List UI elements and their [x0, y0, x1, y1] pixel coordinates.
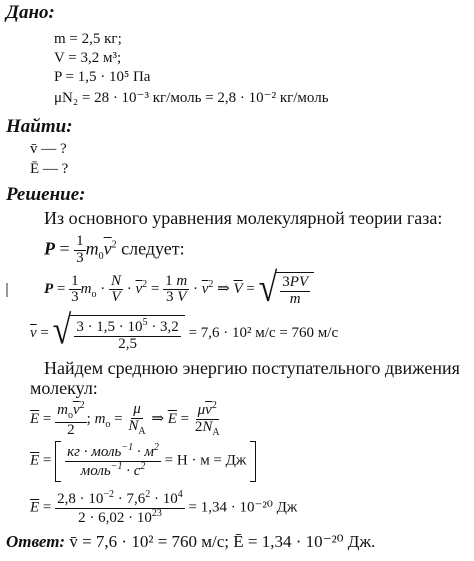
find-header: Найти: — [6, 116, 73, 137]
given-molar-mass: μN₂ = 28 · 10⁻³ кг/моль = 2,8 · 10⁻² кг/моль — [54, 90, 329, 106]
energy-intro-line2: молекул: — [30, 378, 98, 398]
margin-mark — [6, 283, 8, 297]
velocity-derivation: P = $\frac{1}{3}$ $m_o$ · $\frac{N}{V}$ · $\overline{v}^2$ = $\frac{1 m}{3 V}$ · $\overline{v}^2$ ⇒ $\overline{V}$ = √ $\frac{3PV}{m}$ — [44, 272, 314, 308]
energy-intro-line1: Найдем среднюю энергию поступательного движения — [44, 358, 460, 378]
find-energy: Ē — ? — [30, 161, 69, 177]
solution-intro: Из основного уравнения молекулярной теории газа: — [44, 208, 443, 228]
energy-result: = 1,34 · 10⁻²⁰ Дж — [188, 499, 298, 516]
energy-formula: $\overline{E}$ = $\frac{m_o\overline{v}^2}{2}$ ; $m_o$ = $\frac{\mu}{N_A}$ ⇒ $\overline{E}$ = $\frac{\mu\overline{v}^2}{2N_A}$ — [30, 400, 220, 438]
velocity-calculation: $\overline{v}$ = √ $\frac{3 \cdot 1,5 \cdot 10^5 \cdot 3,2}{2,5}$ = 7,6 · 10² м/с = 760 м/с — [30, 308, 339, 354]
find-velocity: v̄ — ? — [30, 141, 67, 157]
energy-calculation: $\overline{E}$ = $\frac{2,8 \cdot 10^{-2} \cdot 7,6^2 \cdot 10^4}{2 \cdot 6,02 \cdot 10^{23}}$ = 1,34 · 10⁻²⁰ Дж — [30, 489, 298, 526]
follows-text: следует: — [121, 238, 185, 259]
given-header: Дано: — [6, 2, 55, 23]
basic-equation: P = $\frac{1}{3}$ $m_0\overline{v}^2$ следует: — [44, 233, 185, 266]
answer-text: v̄ = 7,6 · 10² = 760 м/с; Ē = 1,34 · 10⁻²⁰ Дж. — [69, 532, 376, 551]
given-pressure: P = 1,5 · 10⁵ Па — [54, 69, 151, 85]
solution-header: Решение: — [6, 184, 86, 205]
units-check: $\overline{E}$ = $\frac{кг \cdot моль^{-1} \cdot м^2}{моль^{-1} \cdot с^2}$ = Н · м = Дж — [30, 441, 256, 482]
given-mass: m = 2,5 кг; — [54, 31, 122, 47]
units-result: = Н · м = Дж — [164, 452, 247, 469]
answer-line — [6, 532, 375, 552]
given-volume: V = 3,2 м³; — [54, 50, 122, 66]
velocity-result: = 7,6 · 10² м/с = 760 м/с — [188, 325, 339, 342]
answer-label: Ответ: — [6, 532, 66, 551]
